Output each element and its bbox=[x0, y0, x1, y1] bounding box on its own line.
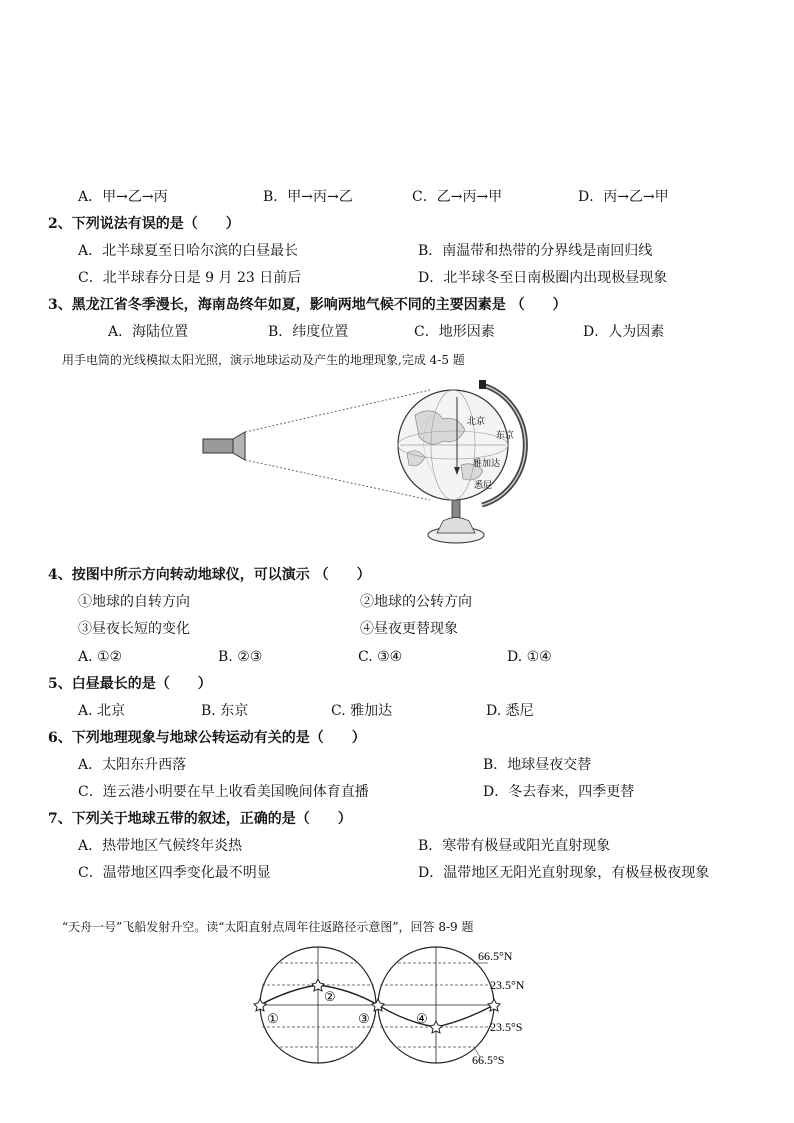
q7-stem: 7、下列关于地球五带的叙述，正确的是（ ） bbox=[48, 811, 352, 827]
q5-option-c[interactable]: C. 雅加达 bbox=[331, 703, 393, 719]
solar-path-diagram bbox=[250, 943, 540, 1073]
latitude-label-23n: 23.5°N bbox=[490, 978, 525, 992]
q6-option-c[interactable]: C．连云港小明要在早上收看美国晚间体育直播 bbox=[78, 784, 369, 800]
globe-figure bbox=[195, 375, 530, 560]
q2-option-d[interactable]: D．北半球冬至日南极圈内出现极昼现象 bbox=[418, 270, 668, 286]
q2-option-b[interactable]: B．南温带和热带的分界线是南回归线 bbox=[418, 243, 653, 259]
latitude-label-66n: 66.5°N bbox=[478, 949, 513, 963]
q4-statement-1: ①地球的自转方向 bbox=[78, 594, 190, 610]
q5-stem: 5、白昼最长的是（ ） bbox=[48, 676, 212, 692]
position-label-3: ③ bbox=[358, 1011, 370, 1026]
q7-option-b[interactable]: B．寒带有极昼或阳光直射现象 bbox=[418, 838, 611, 854]
q3-option-b[interactable]: B．纬度位置 bbox=[268, 324, 349, 340]
q3-stem: 3、黑龙江省冬季漫长，海南岛终年如夏，影响两地气候不同的主要因素是 （ ） bbox=[48, 297, 567, 313]
q1-option-b[interactable]: B．甲→丙→乙 bbox=[263, 189, 353, 205]
q2-option-c[interactable]: C．北半球春分日是 9 月 23 日前后 bbox=[78, 270, 302, 286]
city-label-jakarta: 雅加达 bbox=[473, 458, 501, 468]
intro-q8-9: “天舟一号”飞船发射升空。读“太阳直射点周年往返路径示意图”，回答 8-9 题 bbox=[62, 920, 474, 934]
flashlight-icon bbox=[203, 432, 245, 460]
sun-point-icon bbox=[254, 979, 500, 1033]
q4-option-c[interactable]: C. ③④ bbox=[358, 649, 403, 665]
q2-stem: 2、下列说法有误的是（ ） bbox=[48, 216, 240, 232]
q7-option-c[interactable]: C．温带地区四季变化最不明显 bbox=[78, 865, 271, 881]
q4-statement-2: ②地球的公转方向 bbox=[360, 594, 472, 610]
q7-option-a[interactable]: A．热带地区气候终年炎热 bbox=[78, 838, 243, 854]
city-label-beijing: 北京 bbox=[467, 416, 486, 426]
q6-option-b[interactable]: B．地球昼夜交替 bbox=[483, 757, 592, 773]
q1-option-d[interactable]: D．丙→乙→甲 bbox=[578, 189, 669, 205]
q3-option-d[interactable]: D．人为因素 bbox=[583, 324, 665, 340]
q5-option-d[interactable]: D. 悉尼 bbox=[486, 703, 534, 719]
q6-option-a[interactable]: A．太阳东升西落 bbox=[78, 757, 187, 773]
q5-option-b[interactable]: B. 东京 bbox=[201, 703, 249, 719]
q4-stem: 4、按图中所示方向转动地球仪，可以演示 （ ） bbox=[48, 567, 371, 583]
q6-option-d[interactable]: D．冬去春来，四季更替 bbox=[483, 784, 635, 800]
q6-stem: 6、下列地理现象与地球公转运动有关的是（ ） bbox=[48, 730, 366, 746]
q4-statement-4: ④昼夜更替现象 bbox=[360, 621, 458, 637]
city-label-tokyo: 东京 bbox=[496, 430, 515, 440]
q2-option-a[interactable]: A．北半球夏至日哈尔滨的白昼最长 bbox=[78, 243, 299, 259]
q5-option-a[interactable]: A. 北京 bbox=[78, 703, 126, 719]
q1-option-c[interactable]: C．乙→丙→甲 bbox=[412, 189, 503, 205]
q3-option-a[interactable]: A．海陆位置 bbox=[108, 324, 189, 340]
q4-option-d[interactable]: D. ①④ bbox=[507, 649, 552, 665]
q1-option-a[interactable]: A．甲→乙→丙 bbox=[78, 189, 168, 205]
latitude-label-23s: 23.5°S bbox=[490, 1020, 523, 1034]
q3-option-c[interactable]: C．地形因素 bbox=[414, 324, 495, 340]
intro-q4-5: 用手电筒的光线模拟太阳光照，演示地球运动及产生的地理现象,完成 4-5 题 bbox=[62, 353, 465, 367]
q4-option-a[interactable]: A. ①② bbox=[78, 649, 123, 665]
q4-option-b[interactable]: B. ②③ bbox=[218, 649, 263, 665]
q4-statement-3: ③昼夜长短的变化 bbox=[78, 621, 190, 637]
position-label-4: ④ bbox=[416, 1011, 428, 1026]
city-label-sydney: 悉尼 bbox=[474, 480, 493, 490]
position-label-1: ① bbox=[267, 1011, 279, 1026]
position-label-2: ② bbox=[324, 989, 336, 1004]
latitude-label-66s: 66.5°S bbox=[472, 1053, 505, 1067]
q7-option-d[interactable]: D．温带地区无阳光直射现象，有极昼极夜现象 bbox=[418, 865, 710, 881]
